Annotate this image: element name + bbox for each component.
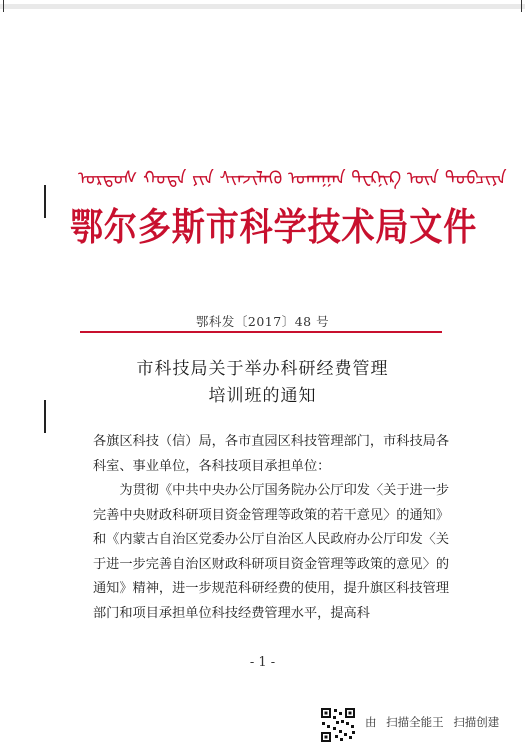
watermark-app-name: 扫描全能王 [386, 715, 444, 729]
binding-mark-top [44, 185, 46, 218]
watermark-prefix: 由 [365, 715, 377, 729]
crop-mark-right [521, 0, 522, 12]
notice-title-line1: 市科技局关于举办科研经费管理 [136, 359, 389, 379]
notice-title-line2: 培训班的通知 [208, 386, 317, 406]
document-number: 鄂科发〔2017〕48 号 [195, 314, 330, 329]
recipients-paragraph: 各旗区科技（信）局，各市直园区科技管理部门，市科技局各科室、事业单位，各科技项目承担单位： [93, 434, 450, 474]
scanner-watermark [365, 714, 525, 730]
qr-code-icon [320, 707, 356, 743]
crop-mark-left [3, 0, 4, 12]
notice-body [93, 430, 461, 626]
notice-title [0, 356, 525, 410]
mongolian-script-header: ᠣᠷᠳᠣᠰ ᠬᠣᠲᠠ ᠶᠢᠨ ᠱᠢᠨᠵᠢᠯᠡᠬᠦ ᠤᠬᠠᠭᠠᠨ ᠲᠧᠺᠨᠢᠺ ᠦᠨ ᠲᠣᠪᠴᠢᠶᠠ [78, 168, 507, 189]
binding-mark-bottom [44, 400, 46, 433]
scan-top-edge [0, 4, 525, 9]
body-paragraph-1: 为贯彻《中共中央办公厅国务院办公厅印发〈关于进一步完善中央财政科研项目资金管理等政策的若干意见〉的通知》和《内蒙古自治区党委办公厅自治区人民政府办公厅印发〈关于进一步完善自治区财政科研项目资金管理等政策的意见〉的通知》精神，进一步规范科研经费的使用，提升旗区科技管理部门和项目承担单位科技经费管理水平，提高科 [93, 483, 450, 621]
watermark-suffix: 扫描创建 [453, 715, 500, 729]
red-divider-line [80, 331, 442, 333]
page-number: - 1 - [249, 655, 276, 670]
bureau-title: 鄂尔多斯市科学技术局文件 [70, 204, 478, 249]
